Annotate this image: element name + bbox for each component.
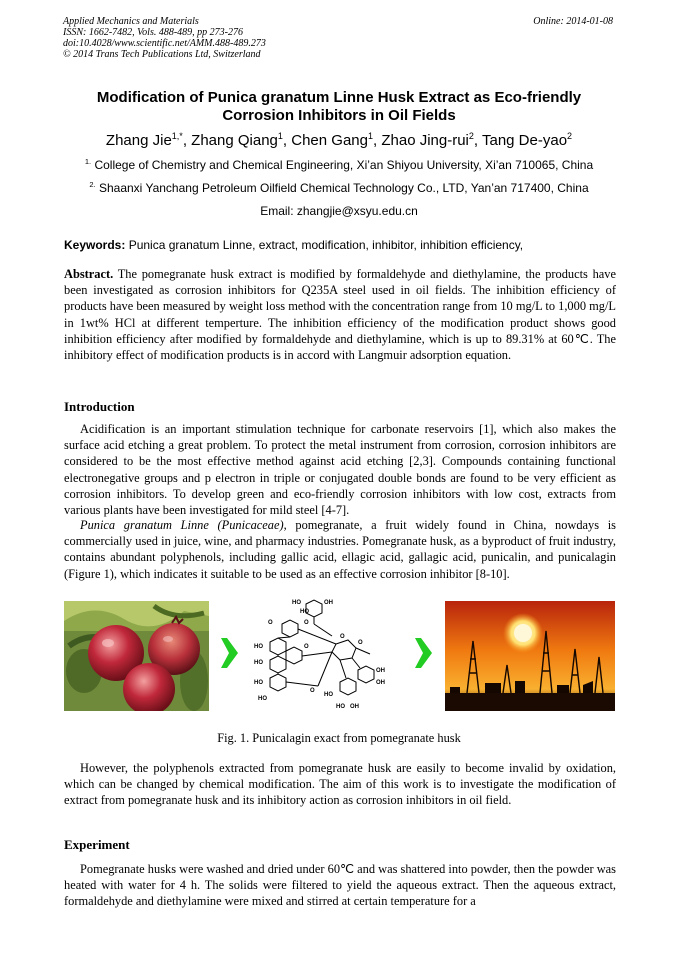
author-sup: 1 <box>277 131 283 141</box>
affiliation-number: 1. <box>84 157 92 166</box>
mol-label: O <box>268 620 273 626</box>
abstract-text: The pomegranate husk extract is modified by formaldehyde and diethylamine, the products have been investigated as corrosion inhibitors for Q235A steel used in oil fields. The inhibition efficiency of products have been measured by weight loss method with the concentration range from 10 mg/L to 1,000 mg/L in 1wt% HCl at different temperture. The inhibition efficiency of the modification product shows good inhibition efficiency after modified by formaldehyde and diethylamine, which is up to 89.31% at 60℃. The inhibitory effect of modification products is in accord with Langmuir adsorption equation. <box>64 267 616 363</box>
affiliation-number: 2. <box>89 180 96 189</box>
mol-label: HO <box>258 696 267 702</box>
oilfield-sunset-photo <box>445 601 615 711</box>
mol-label: HO <box>300 609 309 615</box>
mol-label: HO <box>292 600 301 606</box>
species-name: Punica granatum Linne (Punicaceae) <box>80 518 284 532</box>
author-sup: 1,* <box>171 131 183 141</box>
affiliation-text: Shaanxi Yanchang Petroleum Oilfield Chemical Technology Co., LTD, Yan’an 717400, China <box>98 181 589 195</box>
mol-label: OH <box>350 704 359 710</box>
paper-title <box>40 89 638 125</box>
paragraph-after-figure: However, the polyphenols extracted from pomegranate husk are easily to become invalid by oxidation, which can be changed by chemical modification. The aim of this work is to investigate the modification of extract from pomegranate husk and its inhibitory action as corrosion inhibitors in oil field. <box>64 761 616 808</box>
email-line[interactable]: Email: zhangjie@xsyu.edu.cn <box>260 204 418 218</box>
mol-label: HO <box>254 660 263 666</box>
mol-label: OH <box>324 600 333 606</box>
mol-label: O <box>310 688 315 694</box>
mol-label: O <box>304 644 309 650</box>
experiment-heading: Experiment <box>64 837 130 852</box>
author-sup: 1 <box>367 131 373 141</box>
affiliation-text: College of Chemistry and Chemical Engineering, Xi’an Shiyou University, Xi’an 710065, China <box>94 158 594 172</box>
paragraph-text: , pomegranate, a fruit widely found in China, nowdays is commercially used in juice, wine, and pharmacy industries. Pomegranate husk, as a byproduct of fruit industry, contains abundant polyphenols, including gallic acid, ellagic acid, gallagic acid, punicalin, and punicalagin (Figure 1), which indicates it suitable to be used as an effective corrosion inhibitor [8-10]. <box>64 518 616 581</box>
journal-header <box>63 16 266 60</box>
mol-label: HO <box>254 680 263 686</box>
mol-label: HO <box>336 704 345 710</box>
mol-label: O <box>358 640 363 646</box>
experiment-paragraph: Pomegranate husks were washed and dried under 60℃ and was shattered into powder, then the powder was heated with water for 4 h. The solids were filtered to yield the aqueous extract. Then the aqueous extract, formaldehyde and diethylamine were mixed and stirred at certain temperature for a <box>64 862 616 909</box>
online-date: Online: 2014-01-08 <box>533 16 613 27</box>
right-arrow-icon <box>415 636 433 670</box>
introduction-paragraph-2 <box>64 517 616 582</box>
author-name: Zhao Jing-rui <box>381 132 469 149</box>
mol-label: O <box>340 634 345 640</box>
keywords-label: Keywords: <box>64 238 126 252</box>
mol-label: OH <box>376 680 385 686</box>
affiliation-1 <box>40 158 638 173</box>
mol-label: OH <box>376 668 385 674</box>
author-sup: 2 <box>468 131 474 141</box>
mol-label: O <box>304 620 309 626</box>
punicalagin-structure <box>248 596 408 714</box>
right-arrow-icon <box>221 636 239 670</box>
pomegranate-photo <box>64 601 209 711</box>
journal-name: Applied Mechanics and Materials <box>63 16 199 27</box>
mol-label: HO <box>254 644 263 650</box>
issn-line: ISSN: 1662-7482, Vols. 488-489, pp 273-276 <box>63 27 243 38</box>
copyright-line: © 2014 Trans Tech Publications Ltd, Switzerland <box>63 49 261 60</box>
title-line-1: Modification of Punica granatum Linne Husk Extract as Eco-friendly <box>96 89 582 106</box>
abstract <box>64 266 616 363</box>
affiliation-2 <box>40 181 638 196</box>
doi-line[interactable]: doi:10.4028/www.scientific.net/AMM.488-489.273 <box>63 38 266 49</box>
author-name: Tang De-yao <box>481 132 568 149</box>
keywords <box>64 237 616 253</box>
author-name: Zhang Qiang <box>191 132 278 149</box>
mol-label: HO <box>324 692 333 698</box>
author-name: Zhang Jie <box>105 132 172 149</box>
abstract-label: Abstract. <box>64 267 114 281</box>
author-list: Zhang Jie$^{1,*}$, Zhang Qiang$^1$, Chen Gang$^1$, Zhao Jing-rui$^2$, Tang De-yao$^2$ <box>105 131 573 149</box>
title-line-2: Corrosion Inhibitors in Oil Fields <box>222 107 456 124</box>
author-sup: 2 <box>567 131 573 141</box>
introduction-heading: Introduction <box>64 399 135 414</box>
figure-caption: Fig. 1. Punicalagin exact from pomegranate husk <box>217 731 461 745</box>
author-name: Chen Gang <box>291 132 368 149</box>
introduction-paragraph-1: Acidification is an important stimulation technique for carbonate reservoirs [1], which also makes the surface acid etching a great problem. To protect the metal instrument from corrosion, corrosion inhibitors are considered to be the most effective method against acid etching [2,3]. Compounds containing functional electronegative groups and p electron in triple or conjugated double bonds are found to be very efficient as corrosion inhibitors. To develop green and eco-friendly corrosion inhibitors with low cost, extracts from various plants have been investigated for mild steel [4-7]. <box>64 422 616 518</box>
keywords-text: Punica granatum Linne, extract, modification, inhibitor, inhibition efficiency, <box>128 238 524 252</box>
